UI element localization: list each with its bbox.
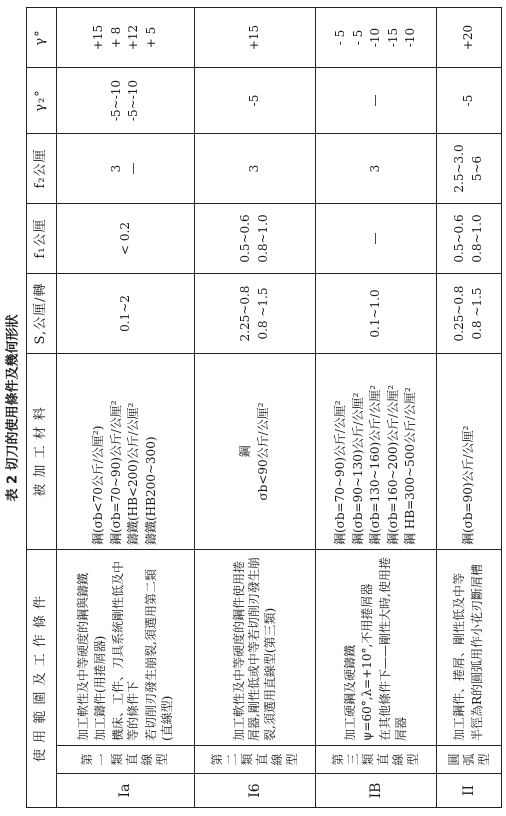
f2-value: 3 <box>108 164 123 173</box>
condition-item: 加工軟性及中等硬度的鋼與鑄鐵 <box>75 572 90 741</box>
gamma-ib <box>315 8 436 68</box>
gamma-ia <box>56 8 194 68</box>
rotated-table <box>26 8 502 808</box>
gamma-value: -10 <box>403 27 418 48</box>
s-value: 2.25~0.8 <box>238 285 253 342</box>
material-item: 鋼(σb<70公斤/公厘²) <box>91 425 106 545</box>
condition-item: ψ=60°,λ=+10°,不用捲屑器 <box>360 583 375 741</box>
group-ii: II <box>437 774 502 808</box>
header-row <box>27 8 57 808</box>
type-i6: 第二類直線型 <box>194 746 315 774</box>
f2-value: 5~6 <box>470 155 485 182</box>
conditions-ia <box>56 550 194 746</box>
materials-ib <box>315 354 436 550</box>
f-value: 0.5~0.6 <box>238 214 253 263</box>
gamma-value: -15 <box>385 27 400 48</box>
gamma2-ib: — <box>315 68 436 134</box>
gamma2-value: -5~-10 <box>126 79 141 122</box>
f2-i6: 3 <box>194 134 315 204</box>
material-item: 鋼(σb=90~130)公斤/公厘² <box>350 392 365 545</box>
group-ib: IB <box>315 774 436 808</box>
s-value: 0.8 ~1.5 <box>470 287 485 340</box>
row-ia <box>56 8 194 808</box>
caption-strip <box>0 0 22 816</box>
material-item: 鑄鐵(HB200~300) <box>143 436 158 545</box>
s-value: 0.8 ~1.5 <box>255 287 270 340</box>
f2-ia <box>56 134 194 204</box>
header-gamma: γ° <box>27 8 57 68</box>
f-value: 0.8~1.0 <box>255 214 270 263</box>
f-ib: — <box>315 204 436 274</box>
row-ib <box>315 8 436 808</box>
f-value: 0.5~0.6 <box>452 214 467 263</box>
condition-item: 機床、工件、刀具系統剛性低及中等的條件下 <box>110 560 141 741</box>
material-item: 鋼 HB=300~500公斤/公厘² <box>403 387 418 545</box>
s-value: 0.25~0.8 <box>452 285 467 342</box>
group-ia: Ia <box>56 774 194 808</box>
type-ii: 圓弧型 <box>437 746 502 774</box>
condition-item: 加工硬鋼及硬鑄鐵 <box>342 644 357 741</box>
material-item: 鋼(σb=130~160)公斤/公厘² <box>368 384 383 545</box>
conditions-ib <box>315 550 436 746</box>
condition-item: 若切削刃發生崩裂,須選用第二類(直線型) <box>143 569 174 741</box>
header-usage: 使 用 範 圍 及 工 作 條 件 <box>27 550 57 808</box>
f-ii <box>437 204 502 274</box>
gamma-value: - 5 <box>350 29 365 46</box>
f2-value: 2.5~3.0 <box>452 144 467 193</box>
materials-ii: 鋼(σb=90)公斤/公厘² <box>437 354 502 550</box>
gamma-i6: +15 <box>194 8 315 68</box>
f-ia: < 0.2 <box>56 204 194 274</box>
s-ia: 0.1~2 <box>56 274 194 354</box>
type-ia: 第一類直線型 <box>56 746 194 774</box>
conditions-ii <box>437 550 502 746</box>
condition-item: 加工鋼件、捲屑、剛性低及中等 <box>452 572 467 741</box>
header-material: 被 加 工 材 料 <box>27 354 57 550</box>
gamma2-ia <box>56 68 194 134</box>
gamma-value: - 5 <box>333 29 347 46</box>
table-container <box>26 8 502 808</box>
f2-value: — <box>126 162 141 175</box>
header-f2: f₂公厘 <box>27 134 57 204</box>
f2-ii <box>437 134 502 204</box>
s-ii <box>437 274 502 354</box>
gamma-value: -10 <box>368 27 383 48</box>
gamma-value: + 5 <box>143 26 158 49</box>
group-i6: I6 <box>194 774 315 808</box>
material-item: σb<90公斤/公厘² <box>255 402 270 501</box>
gamma2-value: -5~-10 <box>108 79 123 122</box>
header-gamma2: γ₂° <box>27 68 57 134</box>
s-i6 <box>194 274 315 354</box>
header-f: f₁公厘 <box>27 204 57 274</box>
material-item: 鋼 <box>238 445 253 458</box>
condition-item: 半徑為R的圓弧用作小花刃斷屑槽 <box>470 563 485 741</box>
condition-item: 加工鑄件(用捲屑器) <box>93 635 108 741</box>
gamma-value: + 8 <box>108 26 123 49</box>
material-item: 鋼(σb=70~90)公斤/公厘² <box>333 400 347 545</box>
conditions-i6: 加工軟性及中等硬度的鋼件使用捲屑器,剛性低或中等若切削刃發生崩裂,須選用直線型(第三類) <box>194 550 315 746</box>
materials-i6 <box>194 354 315 550</box>
f-value: 0.8~1.0 <box>470 214 485 263</box>
gamma-ii: +20 <box>437 8 502 68</box>
gamma-value: +15 <box>91 24 106 51</box>
gamma-value: +12 <box>126 24 141 51</box>
material-item: 鑄鐵(HB<200)公斤/公厘² <box>126 402 141 545</box>
gamma2-ii: -5 <box>437 68 502 134</box>
cutting-tool-table <box>26 7 502 808</box>
f-i6 <box>194 204 315 274</box>
material-item: 鋼(σb=70~90)公斤/公厘² <box>108 400 123 545</box>
materials-ia <box>56 354 194 550</box>
header-s: S,公厘/轉 <box>27 274 57 354</box>
type-ib: 第三類直線型 <box>315 746 436 774</box>
row-i6 <box>194 8 315 808</box>
f2-ib: 3 <box>315 134 436 204</box>
condition-item: 在其他條件下——剛性大時,使用捲屑器 <box>377 557 408 741</box>
s-ib: 0.1~1.0 <box>315 274 436 354</box>
material-item: 鋼(σb=160~200)公斤/公厘² <box>385 384 400 545</box>
gamma2-i6: -5 <box>194 68 315 134</box>
table-caption: 表 2 切刀的使用條件及幾何形狀 <box>5 314 21 502</box>
row-ii <box>437 8 502 808</box>
